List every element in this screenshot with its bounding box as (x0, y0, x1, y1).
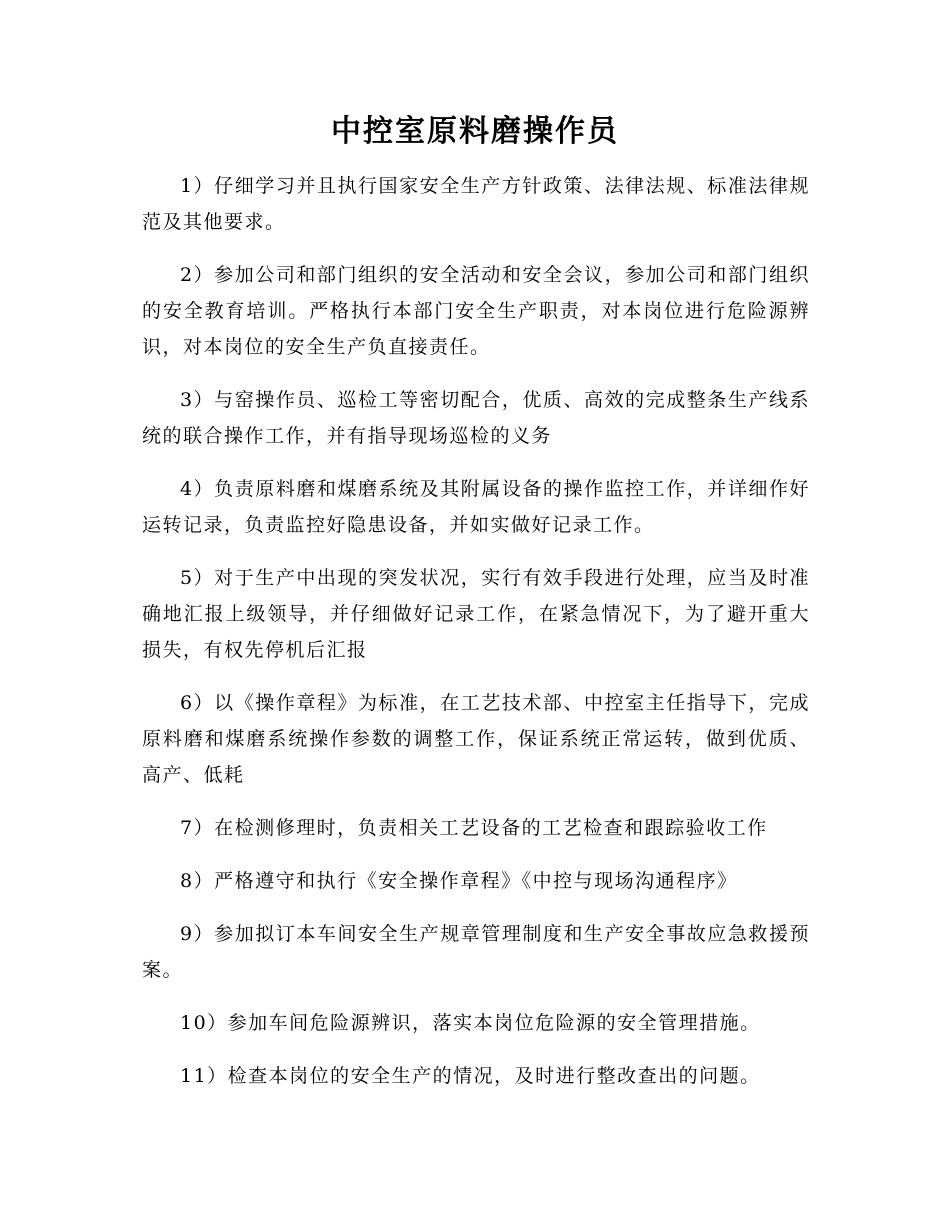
document-title: 中控室原料磨操作员 (331, 114, 619, 149)
paragraph-6: 6）以《操作章程》为标准，在工艺技术部、中控室主任指导下，完成原料磨和煤磨系统操作参数的调整工作，保证系统正常运转，做到优质、高产、低耗 (142, 692, 810, 786)
paragraph-7: 7）在检测修理时，负责相关工艺设备的工艺检查和跟踪验收工作 (180, 817, 768, 839)
paragraph-9: 9）参加拟订本车间安全生产规章管理制度和生产安全事故应急救援预案。 (142, 923, 810, 981)
paragraph-11: 11）检查本岗位的安全生产的情况，及时进行整改查出的问题。 (180, 1065, 761, 1087)
paragraph-2: 2）参加公司和部门组织的安全活动和安全会议，参加公司和部门组织的安全教育培训。严格执行本部门安全生产职责，对本岗位进行危险源辨识，对本岗位的安全生产负直接责任。 (142, 264, 810, 358)
document-body (142, 168, 810, 1111)
paragraph-3: 3）与窑操作员、巡检工等密切配合，优质、高效的完成整条生产线系统的联合操作工作，并有指导现场巡检的义务 (142, 389, 810, 447)
paragraph-1: 1）仔细学习并且执行国家安全生产方针政策、法律法规、标准法律规范及其他要求。 (142, 175, 810, 233)
paragraph-10: 10）参加车间危险源辨识，落实本岗位危险源的安全管理措施。 (180, 1012, 761, 1034)
paragraph-4: 4）负责原料磨和煤磨系统及其附属设备的操作监控工作，并详细作好运转记录，负责监控好隐患设备，并如实做好记录工作。 (142, 478, 810, 536)
paragraph-8: 8）严格遵守和执行《安全操作章程》《中控与现场沟通程序》 (180, 870, 738, 892)
paragraph-5: 5）对于生产中出现的突发状况，实行有效手段进行处理，应当及时准确地汇报上级领导，并仔细做好记录工作，在紧急情况下，为了避开重大损失，有权先停机后汇报 (142, 567, 810, 661)
